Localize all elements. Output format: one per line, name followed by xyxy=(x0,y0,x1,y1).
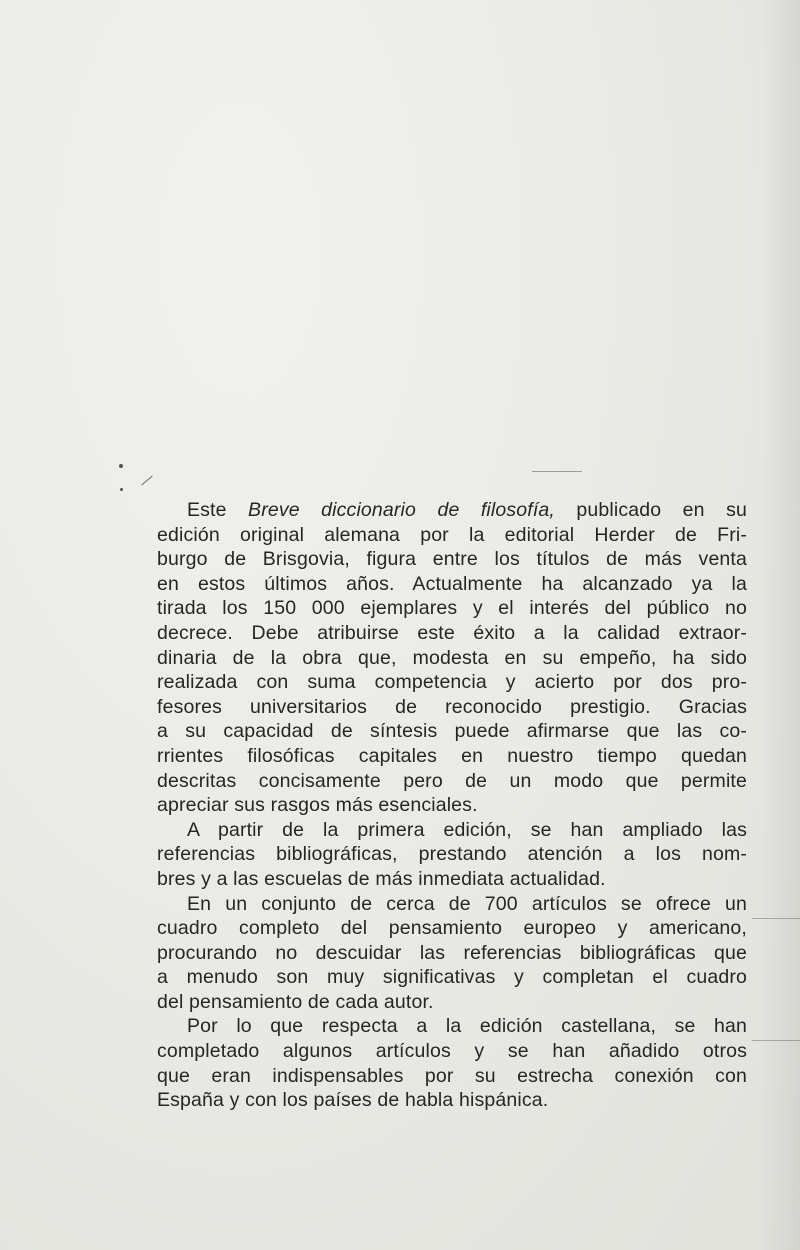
text-line: España y con los países de habla hispánica. xyxy=(157,1089,549,1112)
paper-scratch xyxy=(532,471,582,472)
text-line: edición original alemana por la editorial Herder de Fri- xyxy=(157,523,747,546)
page-edge-shadow xyxy=(760,0,800,1250)
paragraph-4 xyxy=(157,1014,747,1112)
text-line: Por lo que respecta a la edición castellana, se han xyxy=(187,1015,747,1038)
book-title: Breve diccionario de filosofía, xyxy=(248,499,555,521)
text-line: a su capacidad de síntesis puede afirmarse que las co- xyxy=(157,720,747,743)
text-line: que eran indispensables por su estrecha conexión con xyxy=(157,1064,747,1087)
paper-scratch xyxy=(141,476,152,486)
text-line: decrece. Debe atribuirse este éxito a la calidad extraor- xyxy=(157,621,747,644)
text-line: Este Breve diccionario de filosofía, publicado en su xyxy=(187,499,747,521)
text-line: tirada los 150 000 ejemplares y el interés del público no xyxy=(157,597,747,620)
text-line: bres y a las escuelas de más inmediata actualidad. xyxy=(157,867,606,890)
paragraph-3 xyxy=(157,892,747,1015)
text-line: realizada con suma competencia y acierto por dos pro- xyxy=(157,671,747,694)
text-line: apreciar sus rasgos más esenciales. xyxy=(157,794,478,817)
text-line: cuadro completo del pensamiento europeo y americano, xyxy=(157,917,747,940)
text-line: del pensamiento de cada autor. xyxy=(157,990,434,1013)
text-line: A partir de la primera edición, se han ampliado las xyxy=(187,818,747,841)
paper-scratch xyxy=(752,918,800,919)
blurb-text xyxy=(157,498,747,1113)
text-line: fesores universitarios de reconocido prestigio. Gracias xyxy=(157,695,747,718)
text-line: descritas concisamente pero de un modo que permite xyxy=(157,769,747,792)
text-line: burgo de Brisgovia, figura entre los títulos de más venta xyxy=(157,548,747,571)
text-line: en estos últimos años. Actualmente ha alcanzado ya la xyxy=(157,572,747,595)
paragraph-1 xyxy=(157,498,747,818)
text-line: En un conjunto de cerca de 700 artículos se ofrece un xyxy=(187,892,747,915)
paper-scratch xyxy=(752,1040,800,1041)
paper-speck xyxy=(119,464,123,468)
text-line: procurando no descuidar las referencias bibliográficas que xyxy=(157,941,747,964)
text-line: dinaria de la obra que, modesta en su empeño, ha sido xyxy=(157,646,747,669)
text-line: a menudo son muy significativas y completan el cuadro xyxy=(157,966,747,989)
paragraph-2 xyxy=(157,818,747,892)
paper-speck xyxy=(120,488,123,491)
text-line: rrientes filosóficas capitales en nuestro tiempo quedan xyxy=(157,744,747,767)
text-line: completado algunos artículos y se han añadido otros xyxy=(157,1040,747,1063)
text-line: referencias bibliográficas, prestando atención a los nom- xyxy=(157,843,747,866)
